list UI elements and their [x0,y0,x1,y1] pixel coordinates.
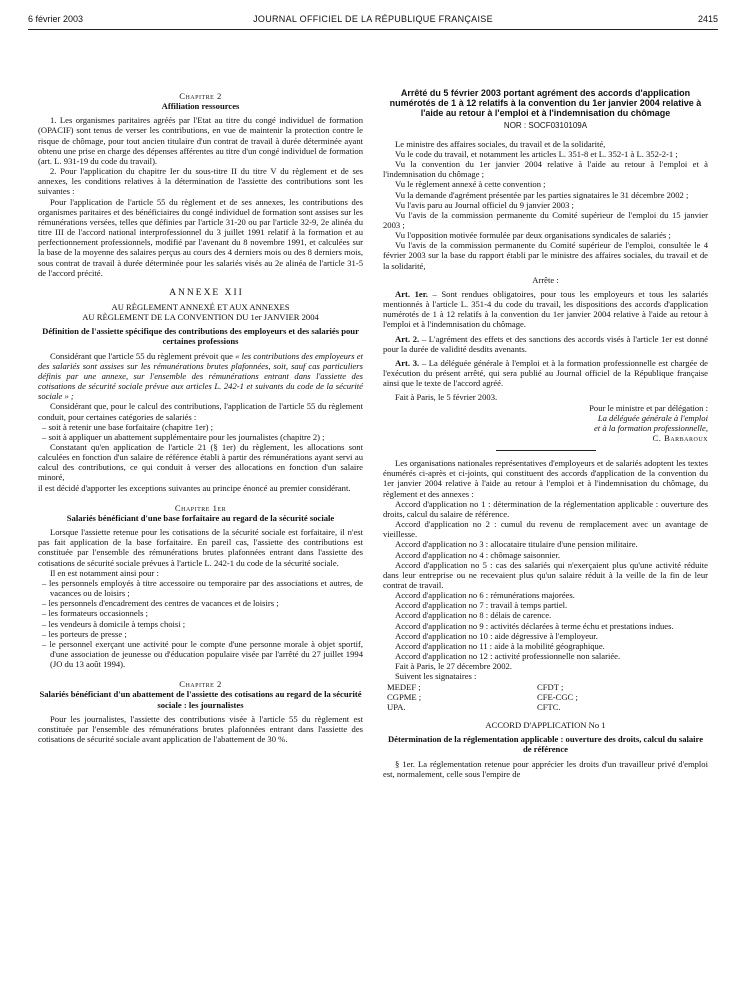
accord-item: Accord d'application no 2 : cumul du revenu de remplacement avec un avantage de vieillesse. [383,519,708,540]
signatory: CFDT ; [537,681,564,692]
list-item: – soit à retenir une base forfaitaire (chapitre 1er) ; [42,421,214,432]
paragraph [38,351,363,402]
header-date: 6 février 2003 [28,14,84,24]
paragraph: Il en est notamment ainsi pour : [50,567,159,578]
article-text: – L'agrément des effets et des sanctions des accords visés à l'article 1er est donné pour la durée de validité desdits avenants. [383,333,708,354]
signing-place-date: Fait à Paris, le 27 décembre 2002. [395,661,512,672]
accord-item: Accord d'application no 6 : rémunérations majorées. [395,590,575,601]
accord-item: Accord d'application no 3 : allocataire titulaire d'une pension militaire. [395,539,638,550]
signature-line: Pour le ministre et par délégation : [589,402,708,413]
accord-item: Accord d'application no 7 : travail à temps partiel. [395,600,568,611]
accord-item: Accord d'application no 5 : cas des salariés qui n'exerçaient plus qu'une activité réduite dans leur entreprise ou ne recevaient plus qu'un salaire réduit à la veille de la fin de leur contrat de travail. [383,559,708,591]
visa-line: Vu le code du travail, et notamment les articles L. 351-8 et L. 352-1 à L. 352-2-1 ; [395,148,678,159]
visa-line: Vu le règlement annexé à cette convention ; [395,179,546,190]
annexe-definition-title: Définition de l'assiette spécifique des contributions des employeurs et des salariés pour certaines professions [42,326,359,347]
arrete-label: Arrête : [532,274,559,285]
article-text: – La déléguée générale à l'emploi et à la formation professionnelle est chargée de l'exécution du présent arrêté, qui sera publié au Journal officiel de la République française ainsi que le texte de l'accord agréé. [383,357,708,389]
chapter-title: Affiliation ressources [161,101,240,112]
considerant-text: Considérant que l'article 55 du règlement prévoit que [50,350,236,361]
paragraph: 1. Les organismes paritaires agréés par l'Etat au titre du congé individuel de formation (OPACIF) sont tenus de verser les contributions, en vue de maintenir la protection contre le risque de chômage, pour tout ancien titulaire d'un contrat de travail à durée déterminée ayant obtenu une prise en charge des dépenses afférentes au titre d'un congé individuel de formation (art. L. 931-19 du code du travail). [38,115,363,166]
signature-line [383,413,708,423]
accord-item: Accord d'application no 9 : activités déclarées à terme échu et prestations indues. [395,620,674,631]
accord-item: Accord d'application no 8 : délais de carence. [395,610,552,621]
chapter-title: Salariés bénéficiant d'un abattement de l'assiette des cotisations au regard de la sécurité sociale : les journalistes [39,689,362,710]
paragraph: § 1er. La réglementation retenue pour apprécier les droits d'un travailleur privé d'emploi est, normalement, celle sous l'empire de [383,758,708,779]
considerant-quote: « les contributions des employeurs et des salariés sont assises sur les rémunérations brutes plafonnées, soit, sauf cas particuliers définis par une annexe, sur l'ensemble des rémunérations entrant dans l'assiette des cotisations de sécurité sociale prévue aux articles L. 242-1 et suivants du code de la sécurité sociale » ; [38,350,363,402]
paragraph: 2. Pour l'application du chapitre Ier du sous-titre II du titre V du règlement et de ses annexes, les conditions relatives à la détermination de l'assiette des contributions sont les suivantes : [38,166,363,197]
signatory: CFTC. [537,701,561,712]
article [383,334,708,354]
header-rule [28,29,718,30]
visa-line: Vu l'avis de la commission permanente du Comité supérieur de l'emploi, consultée le 4 février 2003 sur la base du rapport établi par le ministre des affaires sociales, du travail et de la solidarité, [383,240,708,271]
visa-line: Vu l'avis de la commission permanente du Comité supérieur de l'emploi du 15 janvier 2003 ; [383,209,708,231]
chapter-title: Salariés bénéficiant d'une base forfaitaire au regard de la sécurité sociale [66,512,335,523]
running-header [28,14,718,30]
list-item: – les vendeurs à domicile à temps choisi ; [42,618,186,629]
visa-line: Vu la convention du 1er janvier 2004 relative à l'aide au retour à l'emploi et à l'indemnisation du chômage ; [383,159,708,180]
signature-line [383,423,708,433]
chapter-label: Chapitre 2 [179,679,222,690]
visa-line: Le ministre des affaires sociales, du travail et de la solidarité, [395,138,606,149]
paragraph: Considérant que, pour le calcul des contributions, l'application de l'article 55 du règlement conduit, pour certaines catégories de salariés : [38,401,363,422]
list-item: – les formateurs occasionnels ; [42,608,148,619]
accord-item: Accord d'application no 1 : détermination de la réglementation applicable : ouverture des droits, calcul du salaire de référence. [383,498,708,519]
article-label: Art. 2. [395,333,420,344]
chapter-label: Chapitre 2 [179,91,222,101]
accord-item: Accord d'application no 11 : aide à la mobilité géographique. [395,640,605,651]
arrete-title: Arrêté du 5 février 2003 portant agrément des accords d'application numérotés de 1 à 12 relatifs à la convention du 1er janvier 2004 relative à l'aide au retour à l'emploi et à l'indemnisation du chômage [389,88,702,119]
paragraph: Lorsque l'assiette retenue pour les cotisations de la sécurité sociale est forfaitaire, il n'est pas fait application de la base forfaitaire. En pareil cas, l'assiette des contributions est constituée par l'ensemble des rémunérations brutes plafonnées entrant dans l'assiette des cotisations de sécurité sociale prévues à l'article L. 242-1 du code de la sécurité sociale. [38,527,363,568]
visa-line: Vu l'opposition motivée formulée par deux organisations syndicales de salariés ; [395,230,671,241]
article [383,358,708,388]
signatories-intro: Suivent les signataires : [395,671,477,682]
annexe-subtitle: AU RÈGLEMENT DE LA CONVENTION DU 1er JANVIER 2004 [82,312,319,323]
section-divider [496,450,596,451]
header-journal-title: JOURNAL OFFICIEL DE LA RÉPUBLIQUE FRANÇAISE [253,14,493,24]
paragraph: Pour l'application de l'article 55 du règlement et de ses annexes, les contributions des organismes paritaires et des bénéficiaires du congé individuel de formation sont assises sur les rémunérations versées, telles que définies par l'article 31-20 ou par l'article 32-9, 2e alinéa du titre III de l'accord national interprofessionnel du 3 juillet 1991 relatif à la formation et au perfectionnement professionnels, modifié par l'avenant du 8 novembre 1991, et calculées sur la base de la moyenne des salaires perçus au cours des 4 derniers mois ou des 8 derniers mois, sous contrat de travail à durée déterminée pour les salariés visés au 2e alinéa de l'article 31-5 de l'accord précité. [38,196,363,278]
list-item: – les personnels employés à titre accessoire ou temporaire par des associations et autres, de vacances ou de loisirs ; [42,577,363,599]
chapter-label: Chapitre 1er [174,502,227,513]
accord-title: ACCORD D'APPLICATION No 1 [485,720,606,731]
annexe-subtitle: AU RÈGLEMENT ANNEXÉ ET AUX ANNEXES [111,301,290,312]
signature-role: et à la formation professionnelle, [593,422,708,433]
paragraph: Les organisations nationales représentatives d'employeurs et de salariés adoptent les textes énumérés ci-après et ci-joints, qui constituent des accords d'application de la convention du 1er janvier 2004 relative à l'aide au retour à l'emploi et à l'indemnisation du chômage, du règlement et des annexes : [383,458,708,499]
signatory: UPA. [387,701,406,712]
list-item: – soit à appliquer un abattement supplémentaire pour les journalistes (chapitre 2) ; [42,431,325,442]
signatory: CFE-CGC ; [537,691,578,702]
list-item: – le personnel exerçant une activité pour le compte d'une personne morale à objet sportif, d'une association de jeunesse ou d'éducation populaire visée par l'arrêté du 27 juillet 1994 (JO du 13 août 1994). [42,638,363,670]
signing-place-date: Fait à Paris, le 5 février 2003. [395,392,498,403]
signatory: MEDEF ; [387,681,421,692]
accord-item: Accord d'application no 4 : chômage saisonnier. [395,549,561,560]
accord-item: Accord d'application no 10 : aide dégressive à l'employeur. [395,630,598,641]
accord-subtitle: Détermination de la réglementation applicable : ouverture des droits, calcul du salaire de référence [387,734,704,755]
article-label: Art. 3. [395,357,420,368]
paragraph: il est décidé d'apporter les exceptions suivantes au principe énoncé au premier considérant. [38,482,351,493]
left-column [38,91,363,744]
accord-item: Accord d'application no 12 : activité professionnelle non salariée. [395,651,621,662]
signatory: CGPME ; [387,691,422,702]
paragraph: Constatant qu'en application de l'article 21 (§ 1er) du règlement, les allocations sont calculées en fonction d'un salaire de référence établi à partir des rémunérations ayant servi au calcul des contributions, ce qui conduit à verser des allocations en fonction d'un salaire minoré, [38,442,363,483]
visa-line: Vu l'avis paru au Journal officiel du 9 janvier 2003 ; [395,199,574,210]
signature-role: La déléguée générale à l'emploi [597,412,708,423]
list-item: – les porteurs de presse ; [42,628,127,639]
nor-reference: NOR : SOCF0310109A [503,120,588,130]
right-column [383,88,708,779]
article-text: – Sont rendues obligatoires, pour tous les employeurs et tous les salariés mentionnés à l'article L. 351-4 du code du travail, les dispositions des accords d'application numérotés de 1 à 12 relatifs à la convention du 1er janvier 2004 relative à l'aide au retour à l'emploi et à l'indemnisation du chômage. [383,288,708,330]
visa-line: Vu la demande d'agrément présentée par les parties signataires le 31 décembre 2002 ; [395,189,689,200]
signatories-list [383,682,708,712]
annexe-title: ANNEXE XII [169,287,244,298]
list-item: – les personnels d'encadrement des centres de vacances et de loisirs ; [42,598,279,609]
article-label: Art. 1er. [395,288,428,299]
signatory-name: C. Barbaroux [652,432,708,443]
article [383,289,708,330]
header-page-number: 2415 [697,14,718,24]
paragraph: Pour les journalistes, l'assiette des contributions visée à l'article 55 du règlement est constituée par l'ensemble des rémunérations brutes plafonnées entrant dans l'assiette des cotisations de sécurité sociale avant application de l'abattement de 30 %. [38,713,363,745]
